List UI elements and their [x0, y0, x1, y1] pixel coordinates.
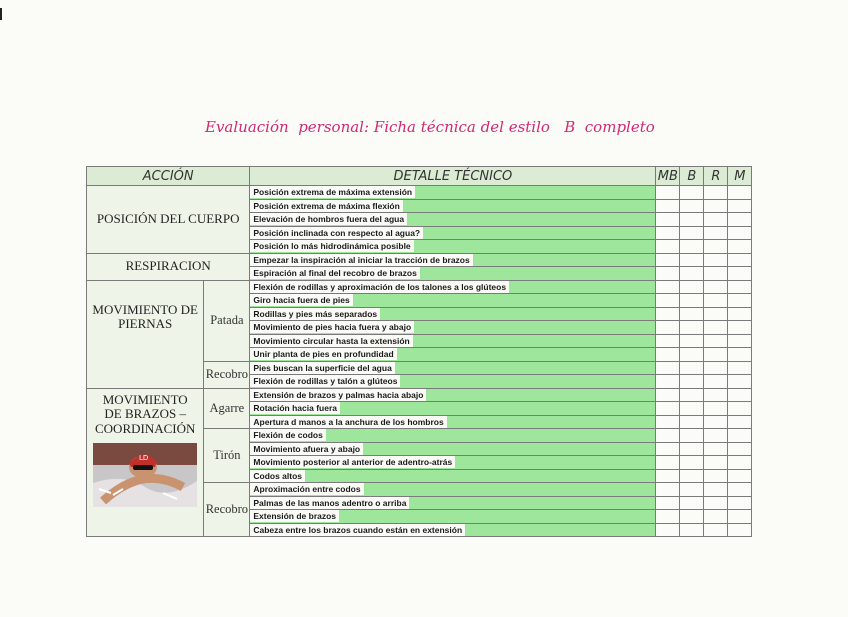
grade-cell-r[interactable] — [704, 510, 728, 524]
grade-cell-mb[interactable] — [656, 240, 680, 254]
grade-cell-r[interactable] — [704, 442, 728, 456]
grade-cell-m[interactable] — [728, 456, 752, 470]
grade-cell-m[interactable] — [728, 469, 752, 483]
grade-cell-b[interactable] — [680, 442, 704, 456]
detail-text: Palmas de las manos adentro o arriba — [250, 497, 409, 509]
detail-cell — [250, 429, 656, 443]
grade-cell-r[interactable] — [704, 186, 728, 200]
grade-cell-mb[interactable] — [656, 199, 680, 213]
grade-cell-b[interactable] — [680, 456, 704, 470]
section-brazos-label: MOVIMIENTO DE BRAZOS – COORDINACIÓN — [95, 391, 196, 437]
grade-cell-m[interactable] — [728, 226, 752, 240]
grade-cell-r[interactable] — [704, 307, 728, 321]
detail-text: Movimiento afuera y abajo — [250, 443, 363, 455]
grade-cell-b[interactable] — [680, 226, 704, 240]
detail-text: Espiración al final del recobro de brazos — [250, 267, 419, 279]
grade-cell-r[interactable] — [704, 523, 728, 537]
grade-cell-r[interactable] — [704, 469, 728, 483]
detail-text: Empezar la inspiración al iniciar la tracción de brazos — [250, 254, 472, 266]
grade-cell-mb[interactable] — [656, 307, 680, 321]
grade-cell-b[interactable] — [680, 510, 704, 524]
grade-cell-mb[interactable] — [656, 496, 680, 510]
grade-cell-m[interactable] — [728, 375, 752, 389]
grade-cell-mb[interactable] — [656, 456, 680, 470]
grade-cell-m[interactable] — [728, 199, 752, 213]
detail-cell — [250, 240, 656, 254]
svg-text:LD: LD — [139, 454, 149, 463]
grade-cell-mb[interactable] — [656, 388, 680, 402]
section-respiracion: RESPIRACION — [87, 253, 250, 280]
grade-cell-r[interactable] — [704, 483, 728, 497]
detail-cell — [250, 321, 656, 335]
detail-cell — [250, 375, 656, 389]
grade-cell-mb[interactable] — [656, 415, 680, 429]
grade-cell-b[interactable] — [680, 294, 704, 308]
subsection-patada: Patada — [204, 280, 250, 361]
grade-cell-r[interactable] — [704, 402, 728, 416]
detail-cell — [250, 523, 656, 537]
page-title: Evaluación personal: Ficha técnica del estilo B completo — [205, 118, 655, 136]
grade-cell-r[interactable] — [704, 226, 728, 240]
grade-cell-r[interactable] — [704, 375, 728, 389]
grade-cell-mb[interactable] — [656, 429, 680, 443]
section-piernas: MOVIMIENTO DE PIERNAS — [87, 280, 204, 388]
grade-cell-m[interactable] — [728, 429, 752, 443]
subsection-tiron: Tirón — [204, 429, 250, 483]
grade-cell-mb[interactable] — [656, 523, 680, 537]
detail-cell — [250, 402, 656, 416]
detail-text: Movimiento de pies hacia fuera y abajo — [250, 321, 414, 333]
grade-cell-m[interactable] — [728, 334, 752, 348]
grade-cell-mb[interactable] — [656, 361, 680, 375]
detail-text: Extensión de brazos — [250, 510, 339, 522]
grade-cell-mb[interactable] — [656, 294, 680, 308]
grade-cell-b[interactable] — [680, 429, 704, 443]
grade-cell-m[interactable] — [728, 294, 752, 308]
grade-cell-m[interactable] — [728, 483, 752, 497]
detail-text: Flexión de rodillas y talón a glúteos — [250, 375, 400, 387]
table-row — [87, 186, 752, 200]
grade-cell-mb[interactable] — [656, 375, 680, 389]
detail-text: Aproximación entre codos — [250, 483, 363, 495]
detail-cell — [250, 280, 656, 294]
grade-cell-b[interactable] — [680, 240, 704, 254]
grade-cell-m[interactable] — [728, 510, 752, 524]
evaluation-table — [86, 166, 752, 537]
grade-cell-r[interactable] — [704, 496, 728, 510]
header-grade-b: B — [680, 167, 704, 186]
detail-cell — [250, 388, 656, 402]
detail-cell — [250, 213, 656, 227]
grade-cell-b[interactable] — [680, 348, 704, 362]
grade-cell-mb[interactable] — [656, 253, 680, 267]
subsection-agarre: Agarre — [204, 388, 250, 429]
section-posicion: POSICIÓN DEL CUERPO — [87, 186, 250, 254]
grade-cell-r[interactable] — [704, 388, 728, 402]
detail-cell — [250, 496, 656, 510]
section-brazos — [87, 388, 204, 537]
grade-cell-mb[interactable] — [656, 267, 680, 281]
grade-cell-r[interactable] — [704, 294, 728, 308]
grade-cell-b[interactable] — [680, 469, 704, 483]
grade-cell-b[interactable] — [680, 415, 704, 429]
grade-cell-b[interactable] — [680, 253, 704, 267]
grade-cell-r[interactable] — [704, 240, 728, 254]
detail-cell — [250, 348, 656, 362]
grade-cell-mb[interactable] — [656, 469, 680, 483]
detail-cell — [250, 456, 656, 470]
detail-text: Codos altos — [250, 470, 305, 482]
detail-text: Elevación de hombros fuera del agua — [250, 213, 407, 225]
grade-cell-m[interactable] — [728, 348, 752, 362]
detail-cell — [250, 226, 656, 240]
grade-cell-m[interactable] — [728, 496, 752, 510]
header-detalle: DETALLE TÉCNICO — [250, 167, 656, 186]
grade-cell-mb[interactable] — [656, 186, 680, 200]
grade-cell-b[interactable] — [680, 307, 704, 321]
table-row — [87, 253, 752, 267]
detail-text: Flexión de rodillas y aproximación de los talones a los glúteos — [250, 281, 509, 293]
grade-cell-mb[interactable] — [656, 483, 680, 497]
grade-cell-mb[interactable] — [656, 442, 680, 456]
grade-cell-m[interactable] — [728, 186, 752, 200]
grade-cell-m[interactable] — [728, 267, 752, 281]
detail-cell — [250, 483, 656, 497]
detail-text: Rotación hacia fuera — [250, 402, 340, 414]
detail-text: Unir planta de pies en profundidad — [250, 348, 396, 360]
grade-cell-b[interactable] — [680, 186, 704, 200]
detail-text: Pies buscan la superficie del agua — [250, 362, 394, 374]
detail-text: Posición inclinada con respecto al agua? — [250, 227, 423, 239]
detail-text: Movimiento posterior al anterior de adentro-atrás — [250, 456, 455, 468]
detail-cell — [250, 415, 656, 429]
grade-cell-r[interactable] — [704, 267, 728, 281]
grade-cell-r[interactable] — [704, 280, 728, 294]
grade-cell-r[interactable] — [704, 361, 728, 375]
detail-text: Posición extrema de máxima flexión — [250, 200, 402, 212]
grade-cell-r[interactable] — [704, 213, 728, 227]
grade-cell-mb[interactable] — [656, 213, 680, 227]
grade-cell-b[interactable] — [680, 375, 704, 389]
header-grade-m: M — [728, 167, 752, 186]
table-row — [87, 388, 752, 402]
grade-cell-r[interactable] — [704, 199, 728, 213]
scan-edge-mark — [0, 8, 2, 20]
grade-cell-m[interactable] — [728, 253, 752, 267]
detail-text: Flexión de codos — [250, 429, 325, 441]
header-accion: ACCIÓN — [87, 167, 250, 186]
swimmer-photo — [93, 443, 197, 507]
grade-cell-m[interactable] — [728, 280, 752, 294]
grade-cell-mb[interactable] — [656, 321, 680, 335]
grade-cell-mb[interactable] — [656, 226, 680, 240]
grade-cell-m[interactable] — [728, 388, 752, 402]
detail-text: Giro hacia fuera de pies — [250, 294, 352, 306]
detail-text: Rodillas y pies más separados — [250, 308, 380, 320]
grade-cell-mb[interactable] — [656, 280, 680, 294]
detail-text: Apertura d manos a la anchura de los hombros — [250, 416, 446, 428]
grade-cell-m[interactable] — [728, 321, 752, 335]
detail-text: Posición extrema de máxima extensión — [250, 186, 415, 198]
grade-cell-m[interactable] — [728, 402, 752, 416]
grade-cell-b[interactable] — [680, 213, 704, 227]
detail-cell — [250, 307, 656, 321]
grade-cell-b[interactable] — [680, 361, 704, 375]
grade-cell-b[interactable] — [680, 280, 704, 294]
grade-cell-r[interactable] — [704, 456, 728, 470]
detail-cell — [250, 442, 656, 456]
grade-cell-r[interactable] — [704, 321, 728, 335]
grade-cell-m[interactable] — [728, 240, 752, 254]
subsection-recobro-brazos: Recobro — [204, 483, 250, 537]
grade-cell-r[interactable] — [704, 334, 728, 348]
detail-cell — [250, 294, 656, 308]
detail-text: Posición lo más hidrodinámica posible — [250, 240, 413, 252]
detail-cell — [250, 361, 656, 375]
grade-cell-b[interactable] — [680, 388, 704, 402]
grade-cell-m[interactable] — [728, 523, 752, 537]
table-row — [87, 280, 752, 294]
grade-cell-b[interactable] — [680, 199, 704, 213]
detail-text: Extensión de brazos y palmas hacia abajo — [250, 389, 426, 401]
header-grade-mb: MB — [657, 168, 678, 184]
grade-cell-mb[interactable] — [656, 402, 680, 416]
grade-cell-b[interactable] — [680, 496, 704, 510]
table-body — [87, 186, 752, 537]
grade-cell-m[interactable] — [728, 307, 752, 321]
detail-cell — [250, 334, 656, 348]
grade-cell-mb[interactable] — [656, 510, 680, 524]
grade-cell-b[interactable] — [680, 523, 704, 537]
grade-cell-b[interactable] — [680, 334, 704, 348]
detail-text: Movimiento circular hasta la extensión — [250, 335, 412, 347]
grade-cell-mb[interactable] — [656, 348, 680, 362]
detail-cell — [250, 186, 656, 200]
subsection-recobro-piernas: Recobro — [204, 361, 250, 388]
grade-cell-r[interactable] — [704, 429, 728, 443]
detail-text: Cabeza entre los brazos cuando están en extensión — [250, 524, 465, 536]
detail-cell — [250, 253, 656, 267]
grade-cell-r[interactable] — [704, 415, 728, 429]
grade-cell-r[interactable] — [704, 348, 728, 362]
grade-cell-m[interactable] — [728, 415, 752, 429]
header-row — [87, 167, 752, 186]
detail-cell — [250, 199, 656, 213]
detail-cell — [250, 469, 656, 483]
grade-cell-m[interactable] — [728, 213, 752, 227]
detail-cell — [250, 267, 656, 281]
grade-cell-b[interactable] — [680, 402, 704, 416]
grade-cell-b[interactable] — [680, 267, 704, 281]
grade-cell-b[interactable] — [680, 321, 704, 335]
grade-cell-mb[interactable] — [656, 334, 680, 348]
detail-cell — [250, 510, 656, 524]
grade-cell-m[interactable] — [728, 361, 752, 375]
grade-cell-r[interactable] — [704, 253, 728, 267]
grade-cell-m[interactable] — [728, 442, 752, 456]
header-grade-r: R — [704, 167, 728, 186]
grade-cell-b[interactable] — [680, 483, 704, 497]
